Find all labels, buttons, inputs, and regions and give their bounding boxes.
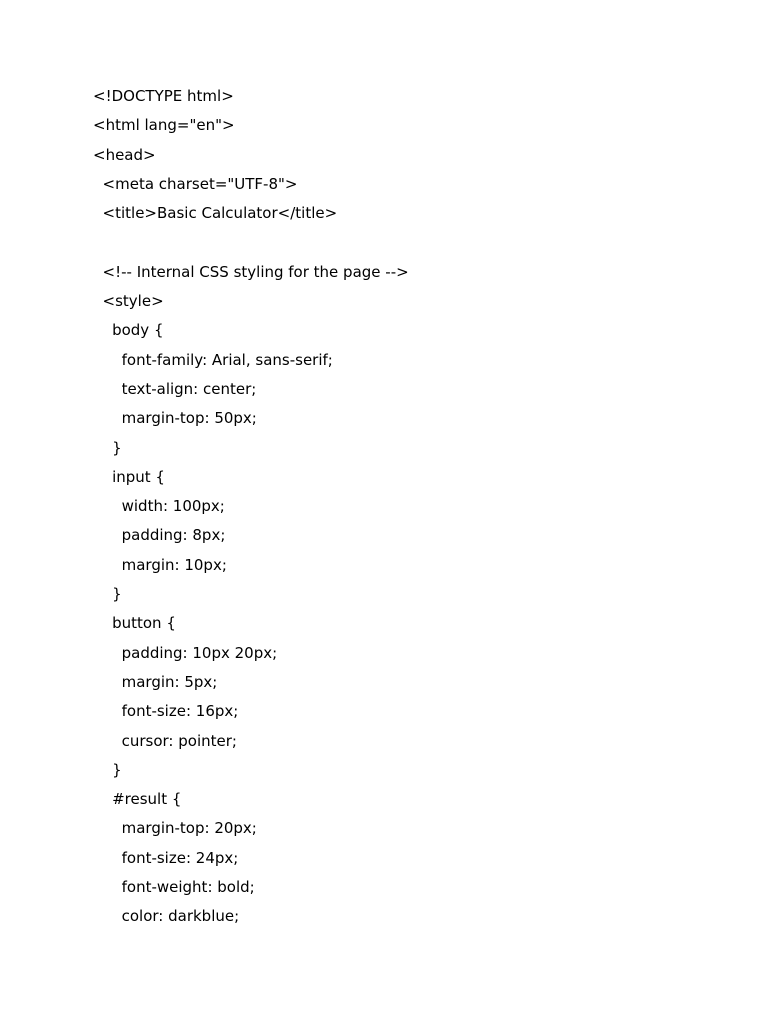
- code-line: padding: 10px 20px;: [93, 643, 278, 662]
- code-line: font-family: Arial, sans-serif;: [93, 350, 333, 369]
- code-line: }: [93, 760, 122, 779]
- code-line: margin: 5px;: [93, 672, 218, 691]
- code-listing: [93, 85, 409, 935]
- code-line: font-size: 16px;: [93, 702, 239, 721]
- code-line: <!-- Internal CSS styling for the page -->: [93, 262, 409, 281]
- code-line: <style>: [93, 292, 164, 311]
- code-line: cursor: pointer;: [93, 731, 237, 750]
- code-line: <!DOCTYPE html>: [93, 87, 234, 105]
- code-line: <title>Basic Calculator</title>: [93, 204, 338, 223]
- code-line: body {: [93, 321, 164, 340]
- code-line: color: darkblue;: [93, 907, 240, 926]
- code-line: <html lang="en">: [93, 116, 235, 135]
- code-line: #result {: [93, 790, 182, 809]
- code-line: text-align: center;: [93, 379, 257, 398]
- code-line: }: [93, 438, 122, 457]
- code-line: input {: [93, 467, 165, 486]
- code-line: margin-top: 20px;: [93, 819, 257, 838]
- code-line: <meta charset="UTF-8">: [93, 174, 298, 193]
- code-line: button {: [93, 614, 176, 633]
- code-line: margin-top: 50px;: [93, 409, 257, 428]
- code-line: font-weight: bold;: [93, 878, 255, 897]
- code-line: padding: 8px;: [93, 526, 226, 545]
- code-line: margin: 10px;: [93, 555, 227, 574]
- code-line: <head>: [93, 145, 156, 164]
- code-line: width: 100px;: [93, 497, 225, 516]
- code-line: [93, 231, 409, 260]
- code-line: }: [93, 585, 122, 604]
- code-line: font-size: 24px;: [93, 848, 239, 867]
